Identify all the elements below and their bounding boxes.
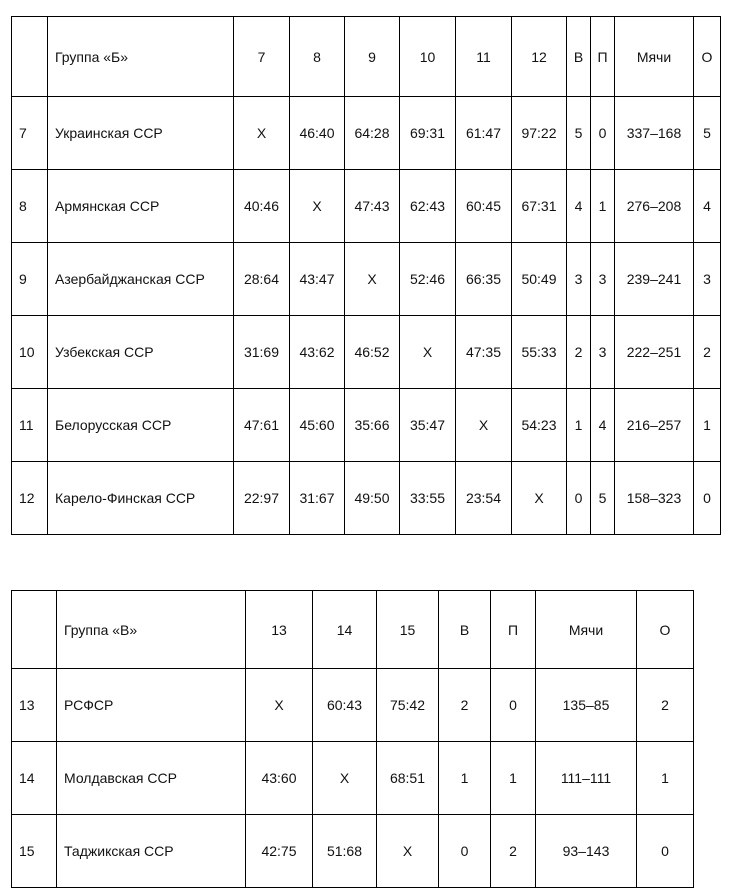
score-cell: 43:60 (246, 742, 313, 815)
score-cell: X (345, 243, 400, 316)
score-cell: 0 (591, 97, 615, 170)
team-name-cell: Украинская ССР (48, 97, 234, 170)
group-b-header-cell (12, 17, 48, 97)
score-cell: 216–257 (615, 389, 694, 462)
score-cell: 239–241 (615, 243, 694, 316)
score-cell: 52:46 (400, 243, 456, 316)
score-cell: 22:97 (234, 462, 290, 535)
score-cell: 2 (491, 815, 536, 888)
team-name-cell: Молдавская ССР (57, 742, 246, 815)
score-cell: X (290, 170, 345, 243)
score-cell: X (512, 462, 567, 535)
score-cell: 47:61 (234, 389, 290, 462)
score-cell: 5 (694, 97, 721, 170)
table-row (12, 669, 694, 742)
score-cell: 1 (439, 742, 491, 815)
table-row (12, 815, 694, 888)
score-cell: 3 (591, 316, 615, 389)
group-b-header-cell: О (694, 17, 721, 97)
score-cell: 135–85 (536, 669, 637, 742)
score-cell: X (456, 389, 512, 462)
score-cell: 2 (567, 316, 591, 389)
score-cell: 55:33 (512, 316, 567, 389)
score-cell: 4 (694, 170, 721, 243)
team-name-cell: Карело-Финская ССР (48, 462, 234, 535)
score-cell: 61:47 (456, 97, 512, 170)
team-name-cell: РСФСР (57, 669, 246, 742)
score-cell: 4 (567, 170, 591, 243)
score-cell: 3 (567, 243, 591, 316)
score-cell: 2 (694, 316, 721, 389)
score-cell: 67:31 (512, 170, 567, 243)
score-cell: 54:23 (512, 389, 567, 462)
score-cell: 50:49 (512, 243, 567, 316)
score-cell: 64:28 (345, 97, 400, 170)
score-cell: 62:43 (400, 170, 456, 243)
row-number-cell: 10 (12, 316, 48, 389)
group-b-table (11, 16, 721, 535)
row-number-cell: 12 (12, 462, 48, 535)
score-cell: 5 (591, 462, 615, 535)
row-number-cell: 15 (12, 815, 57, 888)
group-b-header-cell: П (591, 17, 615, 97)
score-cell: X (246, 669, 313, 742)
row-number-cell: 13 (12, 669, 57, 742)
row-number-cell: 7 (12, 97, 48, 170)
group-b-header-cell: Группа «Б» (48, 17, 234, 97)
group-v-header-row (12, 591, 694, 669)
table-row (12, 170, 721, 243)
score-cell: 158–323 (615, 462, 694, 535)
score-cell: 222–251 (615, 316, 694, 389)
group-v-header-cell: 13 (246, 591, 313, 669)
group-v-header-cell: 14 (313, 591, 377, 669)
score-cell: X (234, 97, 290, 170)
table-row (12, 742, 694, 815)
score-cell: 93–143 (536, 815, 637, 888)
score-cell: 75:42 (377, 669, 439, 742)
score-cell: 69:31 (400, 97, 456, 170)
group-b-header-cell: Мячи (615, 17, 694, 97)
row-number-cell: 9 (12, 243, 48, 316)
group-v-header-cell: Мячи (536, 591, 637, 669)
row-number-cell: 8 (12, 170, 48, 243)
table-row (12, 316, 721, 389)
score-cell: X (400, 316, 456, 389)
score-cell: 3 (694, 243, 721, 316)
group-v-header-cell: Группа «В» (57, 591, 246, 669)
score-cell: 43:62 (290, 316, 345, 389)
group-b-header-cell: 7 (234, 17, 290, 97)
score-cell: 60:45 (456, 170, 512, 243)
group-v-header-cell: О (637, 591, 694, 669)
group-v-header-cell: 15 (377, 591, 439, 669)
team-name-cell: Белорусская ССР (48, 389, 234, 462)
group-b-header-cell: 8 (290, 17, 345, 97)
score-cell: 40:46 (234, 170, 290, 243)
group-v-header-cell: В (439, 591, 491, 669)
score-cell: 47:43 (345, 170, 400, 243)
score-cell: 4 (591, 389, 615, 462)
table-row (12, 462, 721, 535)
score-cell: 60:43 (313, 669, 377, 742)
score-cell: 47:35 (456, 316, 512, 389)
score-cell: 45:60 (290, 389, 345, 462)
score-cell: 1 (694, 389, 721, 462)
score-cell: 43:47 (290, 243, 345, 316)
score-cell: 337–168 (615, 97, 694, 170)
team-name-cell: Таджикская ССР (57, 815, 246, 888)
group-b-header-cell: 12 (512, 17, 567, 97)
group-v-header-cell: П (491, 591, 536, 669)
group-b-header-row (12, 17, 721, 97)
score-cell: 42:75 (246, 815, 313, 888)
table-row (12, 389, 721, 462)
score-cell: 23:54 (456, 462, 512, 535)
score-cell: 66:35 (456, 243, 512, 316)
team-name-cell: Армянская ССР (48, 170, 234, 243)
group-b-header-cell: 11 (456, 17, 512, 97)
score-cell: 31:67 (290, 462, 345, 535)
score-cell: 111–111 (536, 742, 637, 815)
score-cell: 46:52 (345, 316, 400, 389)
group-b-header-cell: 9 (345, 17, 400, 97)
score-cell: 276–208 (615, 170, 694, 243)
score-cell: 1 (591, 170, 615, 243)
group-b-header-cell: В (567, 17, 591, 97)
score-cell: 35:47 (400, 389, 456, 462)
group-v-header-cell (12, 591, 57, 669)
team-name-cell: Узбекская ССР (48, 316, 234, 389)
score-cell: 97:22 (512, 97, 567, 170)
score-cell: 1 (491, 742, 536, 815)
score-cell: 0 (567, 462, 591, 535)
score-cell: 51:68 (313, 815, 377, 888)
score-cell: 2 (637, 669, 694, 742)
team-name-cell: Азербайджанская ССР (48, 243, 234, 316)
table-row (12, 97, 721, 170)
score-cell: 5 (567, 97, 591, 170)
group-v-table (11, 590, 694, 888)
score-cell: 0 (439, 815, 491, 888)
score-cell: 2 (439, 669, 491, 742)
score-cell: 49:50 (345, 462, 400, 535)
score-cell: 46:40 (290, 97, 345, 170)
group-b-header-cell: 10 (400, 17, 456, 97)
score-cell: 0 (491, 669, 536, 742)
row-number-cell: 14 (12, 742, 57, 815)
score-cell: X (313, 742, 377, 815)
score-cell: 35:66 (345, 389, 400, 462)
score-cell: 0 (637, 815, 694, 888)
score-cell: X (377, 815, 439, 888)
score-cell: 1 (567, 389, 591, 462)
score-cell: 28:64 (234, 243, 290, 316)
score-cell: 33:55 (400, 462, 456, 535)
score-cell: 0 (694, 462, 721, 535)
score-cell: 68:51 (377, 742, 439, 815)
table-row (12, 243, 721, 316)
score-cell: 31:69 (234, 316, 290, 389)
score-cell: 1 (637, 742, 694, 815)
row-number-cell: 11 (12, 389, 48, 462)
score-cell: 3 (591, 243, 615, 316)
